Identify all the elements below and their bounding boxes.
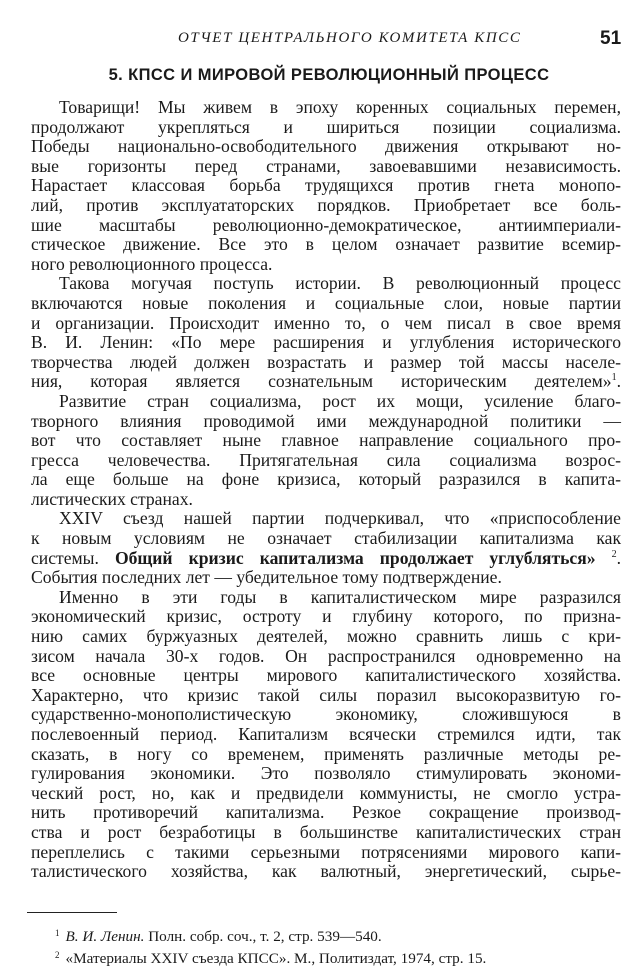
footnote-mark: 1	[55, 928, 60, 938]
text-line: творчества людей должен возрастать и размер той массы населе-	[31, 351, 621, 372]
text-line: Победы национально-освободительного движения открывают но-	[31, 136, 621, 157]
text-line: ного революционного процесса.	[31, 253, 273, 274]
text-line	[31, 549, 621, 569]
text-line: талистического хозяйства, как валютный, энергетический, сырье-	[31, 861, 621, 882]
text-line: Товарищи! Мы живем в эпоху коренных социальных перемен,	[59, 97, 621, 117]
footnote-ref-2[interactable]: 2	[611, 548, 617, 560]
text-line: Развитие стран социализма, рост их мощи, усиление благо-	[59, 390, 621, 411]
text-line: ла еще больше на фоне кризиса, который разразился в капита-	[31, 469, 621, 490]
text-fragment: .	[616, 371, 621, 392]
text-line: нить противоречий капитализма. Резкое сокращение производ-	[31, 802, 621, 823]
text-line: гресса человечества. Притягательная сила социализма возрос-	[31, 449, 621, 470]
body-text	[31, 98, 621, 882]
footnote-text: «Материалы XXIV съезда КПСС». М., Политиздат, 1974, стр. 15.	[65, 950, 487, 967]
text-line: послевоенный период. Капитализм всячески стремился идти, так	[31, 724, 621, 744]
text-line: зисом начала 30-х годов. Он распространился одновременно на	[31, 645, 621, 666]
text-line: листических странах.	[31, 488, 193, 509]
footnote-1	[55, 924, 615, 946]
text-fragment: системы.	[31, 547, 115, 568]
bold-phrase: Общий кризис капитализма продолжает углубляться»	[114, 547, 596, 568]
text-line: сказать, в ногу со временем, применять различные методы ре-	[31, 743, 621, 764]
text-line: вот что составляет ныне главное направление социального про-	[31, 430, 621, 451]
text-line: продолжают укрепляться и шириться позиции социализма.	[31, 116, 621, 137]
text-line	[31, 372, 621, 392]
text-line: XXIV съезд нашей партии подчеркивал, что «приспособление	[59, 508, 621, 529]
page-number: 51	[600, 28, 622, 49]
text-line: ческий рост, но, как и предвидели коммунисты, не смогло устра-	[31, 782, 621, 803]
text-line: Нарастает классовая борьба трудящихся против гнета монопо-	[31, 175, 621, 196]
footnote-text: Полн. собр. соч., т. 2, стр. 539—540.	[144, 928, 382, 945]
text-line: включаются новые поколения и социальные слои, новые партии	[31, 292, 621, 313]
text-line: ства и рост безработицы в большинстве капиталистических стран	[31, 821, 621, 842]
footnote-2	[55, 946, 615, 968]
running-head	[0, 28, 640, 52]
footnote-mark: 2	[55, 950, 60, 960]
text-line: шие масштабы революционно-демократическое, антиимпериали-	[31, 214, 621, 235]
text-fragment: .	[616, 547, 621, 568]
section-title: 5. КПСС И МИРОВОЙ РЕВОЛЮЦИОННЫЙ ПРОЦЕСС	[108, 66, 550, 84]
footnote-author: В. И. Ленин.	[65, 928, 145, 945]
running-title: ОТЧЕТ ЦЕНТРАЛЬНОГО КОМИТЕТА КПСС	[178, 30, 522, 46]
text-line: Характерно, что кризис такой силы поразил высокоразвитую го-	[31, 684, 621, 705]
text-line: экономический кризис, остроту и глубину которого, по призна-	[31, 606, 621, 627]
text-line: все основные центры мирового капиталистического хозяйства.	[31, 665, 621, 686]
text-line: Именно в эти годы в капиталистическом мире разразился	[59, 586, 621, 607]
text-line: вые горизонты перед странами, завоевавшими независимость.	[31, 155, 621, 176]
text-line: к новым условиям не означает стабилизации капитализма как	[31, 528, 621, 549]
footnote-divider	[27, 912, 117, 913]
text-line: творного влияния проводимой ими международной политики —	[31, 410, 621, 431]
footnote-ref-1[interactable]: 1	[611, 372, 617, 384]
text-line: нию самих буржуазных деятелей, можно сравнить лишь с кри-	[31, 626, 621, 647]
text-line: переплелись с такими серьезными потрясениями мирового капи-	[31, 841, 621, 862]
footnotes	[55, 924, 615, 968]
text-line: гулирования экономики. Это позволяло стимулировать экономи-	[31, 763, 621, 784]
text-line: В. И. Ленин: «По мере расширения и углубления исторического	[31, 332, 621, 353]
text-line: сударственно-монополистическую экономику, сложившуюся в	[31, 704, 621, 725]
text-fragment: ния, которая является сознательным историческим деятелем»	[31, 371, 612, 392]
text-line: События последних лет — убедительное тому подтверждение.	[31, 567, 502, 588]
text-line: стическое движение. Все это в целом означает развитие всемир-	[31, 234, 621, 255]
text-line: лий, против эксплуататорских порядков. Приобретает все боль-	[31, 194, 621, 215]
text-line: Такова могучая поступь истории. В революционный процесс	[59, 273, 621, 294]
text-line: и организации. Происходит именно то, о чем писал в свое время	[31, 312, 621, 333]
